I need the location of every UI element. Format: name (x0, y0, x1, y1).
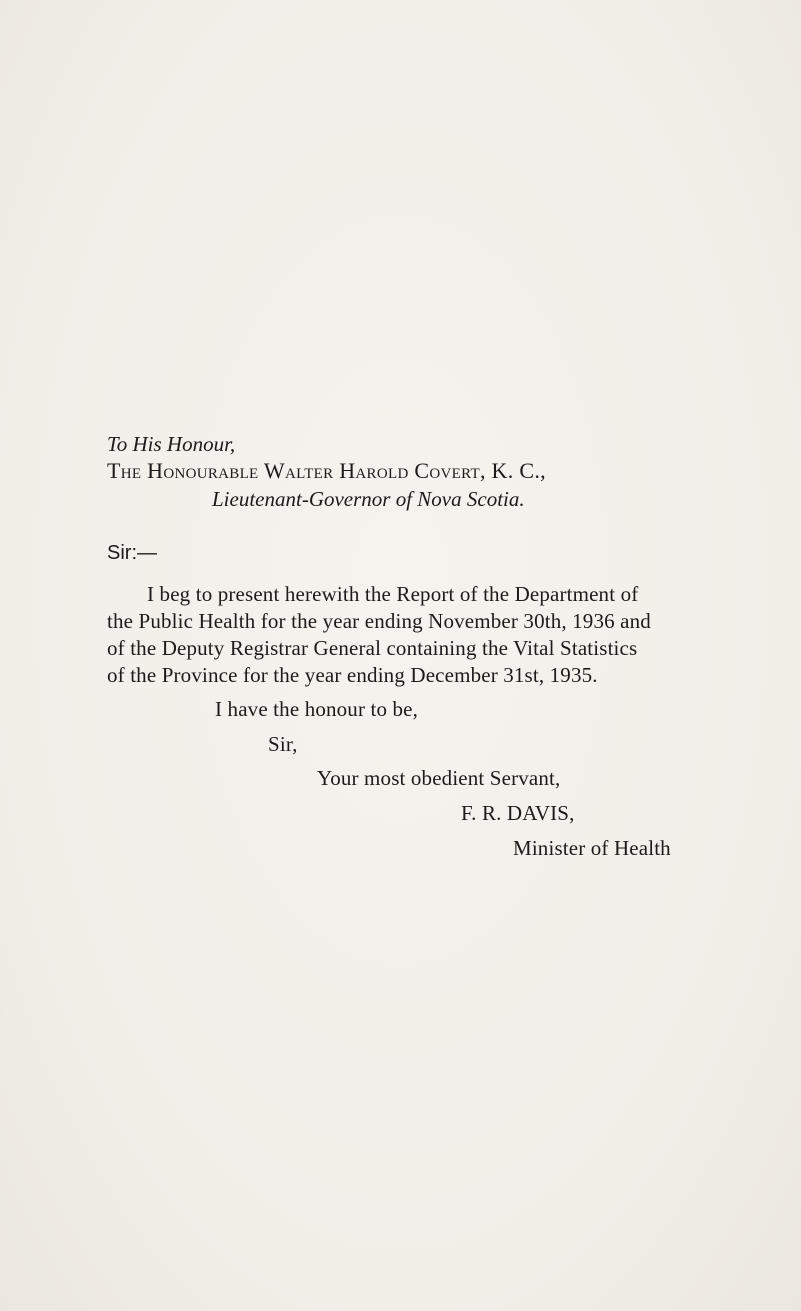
body-line-4: of the Province for the year ending December 31st, 1935. (107, 663, 598, 687)
signature-name: F. R. DAVIS, (461, 801, 575, 825)
body-line-2: the Public Health for the year ending November 30th, 1936 and (107, 609, 651, 633)
body-line-3: of the Deputy Registrar General containing the Vital Statistics (107, 636, 638, 660)
signature-position: Minister of Health (513, 836, 671, 860)
greeting: Sir:— (107, 542, 157, 564)
address-title: Lieutenant-Governor of Nova Scotia. (212, 487, 525, 511)
address-name: The Honourable Walter Harold Covert, K. C., (107, 458, 546, 483)
closing-line-2: Sir, (268, 732, 298, 756)
closing-line-3: Your most obedient Servant, (317, 766, 561, 790)
body-line-1: I beg to present herewith the Report of the Department of (147, 582, 639, 606)
closing-line-1: I have the honour to be, (215, 697, 419, 721)
address-salutation: To His Honour, (107, 432, 236, 456)
